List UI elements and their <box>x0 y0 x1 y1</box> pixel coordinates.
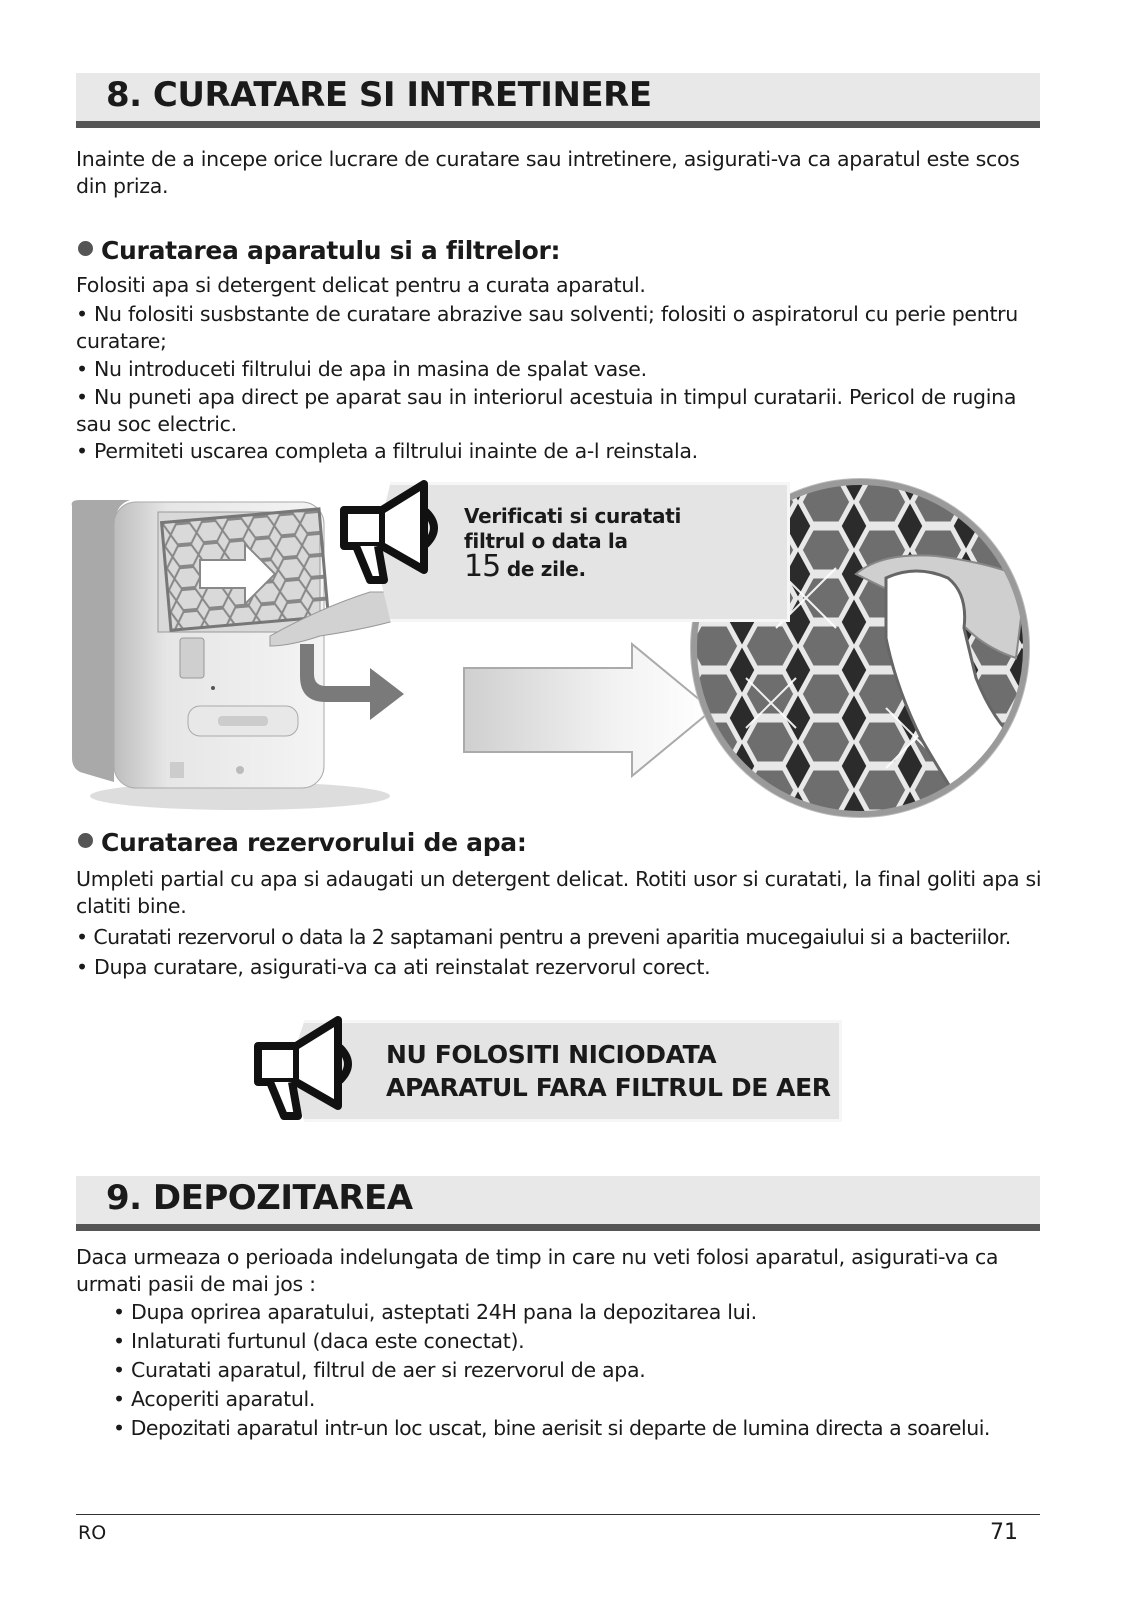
filters-bullet-1: • Nu folositi susbstante de curatare abrazive sau solventi; folositi o aspiratorul cu perie pentru curatare; <box>76 302 1018 353</box>
storage-bullet-4: • Acoperiti aparatul. <box>113 1387 316 1411</box>
storage-bullet-5: • Depozitati aparatul intr-un loc uscat, bine aerisit si departe de lumina directa a soarelui. <box>113 1416 990 1440</box>
storage-bullet-1: • Dupa oprirea aparatului, asteptati 24H pana la depozitarea lui. <box>113 1300 757 1324</box>
tank-heading-text: Curatarea rezervorului de apa: <box>101 828 527 857</box>
filter-interval-line-3 <box>464 549 681 584</box>
air-filter-warning-line-2: APARATUL FARA FILTRUL DE AER <box>386 1073 831 1102</box>
section-8-intro: Inainte de a incepe orice lucrare de curatare sau intretinere, asigurati-va ca aparatul este scos din priza. <box>76 147 1020 198</box>
megaphone-icon <box>248 1012 360 1124</box>
section-9-title: 9. DEPOZITAREA <box>106 1178 413 1218</box>
filter-interval-suffix: de zile. <box>506 557 586 581</box>
tank-text: Umpleti partial cu apa si adaugati un detergent delicat. Rotiti usor si curatati, la final goliti apa si clatiti bine. <box>76 867 1042 918</box>
megaphone-icon <box>334 476 446 588</box>
filter-interval-line-1: Verificati si curatati <box>464 504 682 528</box>
section-8-title: 8. CURATARE SI INTRETINERE <box>106 75 652 115</box>
tank-heading <box>78 828 527 857</box>
filter-interval-text <box>464 504 681 582</box>
filters-heading-text: Curatarea aparatulu si a filtrelor: <box>101 236 561 265</box>
storage-bullet-2: • Inlaturati furtunul (daca este conectat). <box>113 1329 525 1353</box>
tank-bullet-2: • Dupa curatare, asigurati-va ca ati reinstalat rezervorul corect. <box>76 955 711 979</box>
filters-heading <box>78 236 560 265</box>
filter-interval-number: 15 <box>464 549 501 584</box>
filters-bullet-3: • Nu puneti apa direct pe aparat sau in interiorul acestuia in timpul curatarii. Pericol de rugina sau soc electric. <box>76 385 1017 436</box>
footer-language: RO <box>78 1522 107 1544</box>
air-filter-warning-text <box>386 1038 831 1104</box>
bullet-dot-icon <box>78 241 93 256</box>
page-number: 71 <box>990 1520 1018 1545</box>
storage-bullet-3: • Curatati aparatul, filtrul de aer si rezervorul de apa. <box>113 1358 646 1382</box>
tank-bullet-1: • Curatati rezervorul o data la 2 saptamani pentru a preveni aparitia mucegaiului si a bacteriilor. <box>76 925 1011 949</box>
filters-text: Folositi apa si detergent delicat pentru a curata aparatul. <box>76 273 646 297</box>
filters-bullet-2: • Nu introduceti filtrului de apa in masina de spalat vase. <box>76 357 647 381</box>
filter-interval-line-2: filtrul o data la <box>464 529 628 553</box>
footer-divider <box>76 1514 1040 1515</box>
air-filter-warning-line-1: NU FOLOSITI NICIODATA <box>386 1040 717 1069</box>
section-9-intro: Daca urmeaza o perioada indelungata de timp in care nu veti folosi aparatul, asigurati-va ca urmati pasii de mai jos : <box>76 1245 999 1296</box>
section-8-header <box>76 73 1040 128</box>
filters-bullet-4: • Permiteti uscarea completa a filtrului inainte de a-l reinstala. <box>76 439 698 463</box>
section-9-header <box>76 1176 1040 1231</box>
bullet-dot-icon <box>78 833 93 848</box>
